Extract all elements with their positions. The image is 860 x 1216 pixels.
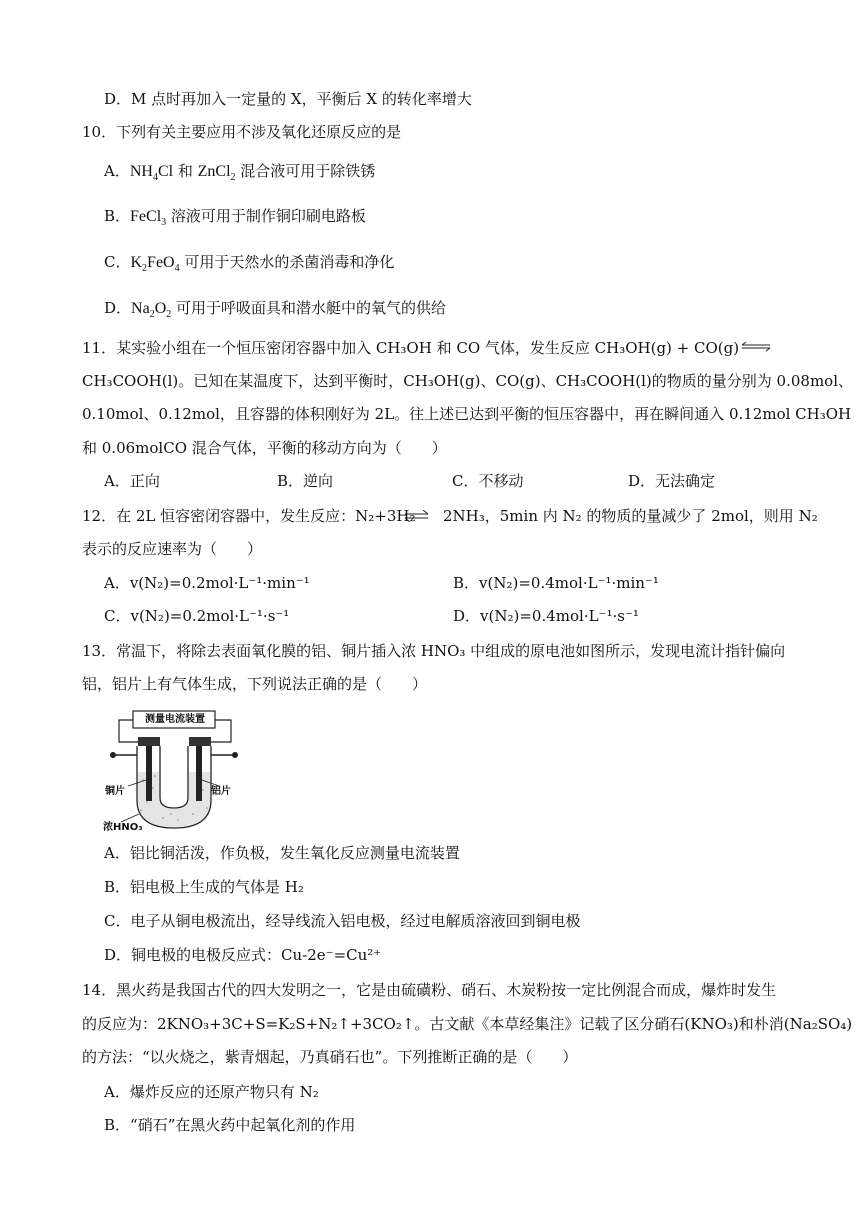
q9-option-d: D．M 点时再加入一定量的 X，平衡后 X 的转化率增大 (104, 90, 472, 108)
figure-label-copper: 铜片 (105, 786, 125, 797)
q10-option-a: A．$NH_4Cl$ 和 ZnCl$_2$ 混合液可用于除铁锈 (104, 162, 376, 184)
equilibrium-arrow-icon (404, 510, 430, 522)
q13-line-1: 13．常温下，将除去表面氧化膜的铝、铜片插入浓 HNO₃ 中组成的原电池如图所示，发现电流计指针偏向 (82, 642, 786, 660)
q14-option-a: A．爆炸反应的还原产物只有 N₂ (104, 1083, 319, 1101)
q11-line-4: 和 0.06molCO 混合气体，平衡的移动方向为（ ） (82, 439, 447, 457)
q12-option-b: B．v(N₂)=0.4mol·L⁻¹·min⁻¹ (453, 574, 659, 592)
q10-option-c: C．$K_2FeO_4$ 可用于天然水的杀菌消毒和净化 (104, 253, 395, 275)
q11-line-1: 11．某实验小组在一个恒压密闭容器中加入 CH₃OH 和 CO 气体，发生反应 CH₃OH(g) + CO(g) (82, 339, 740, 357)
q12-option-d: D．v(N₂)=0.4mol·L⁻¹·s⁻¹ (453, 607, 639, 625)
reversible-arrow-icon (740, 342, 772, 352)
q10-stem: 10．下列有关主要应用不涉及氧化还原反应的是 (82, 123, 402, 141)
q12-line-1b: 2NH₃，5min 内 N₂ 的物质的量减少了 2mol，则用 N₂ (443, 507, 818, 525)
q12-line-2: 表示的反应速率为（ ） (82, 540, 263, 558)
q13-option-c: C．电子从铜电极流出，经导线流入铝电极，经过电解质溶液回到铜电极 (104, 912, 581, 930)
q13-option-b: B．铝电极上生成的气体是 H₂ (104, 878, 304, 896)
q14-line-2: 的反应为：2KNO₃+3C+S=K₂S+N₂↑+3CO₂↑。古文献《本草经集注》记载了区分硝石(KNO₃)和朴消(Na₂SO₄) (82, 1015, 853, 1033)
u-tube-diagram (103, 710, 248, 835)
q12-option-c: C．v(N₂)=0.2mol·L⁻¹·s⁻¹ (104, 607, 290, 625)
q13-option-a: A．铝比铜活泼，作负极，发生氧化反应测量电流装置 (104, 844, 460, 862)
q13-line-2: 铝，铝片上有气体生成，下列说法正确的是（ ） (82, 675, 428, 693)
q14-line-3: 的方法：“以火烧之，紫青烟起，乃真硝石也”。下列推断正确的是（ ） (82, 1048, 578, 1066)
q11-option-a: A．正向 (104, 472, 160, 490)
q11-option-d: D．无法确定 (628, 472, 716, 490)
galvanic-cell-figure (103, 710, 248, 835)
q13-option-d: D．铜电极的电极反应式：Cu-2e⁻=Cu²⁺ (104, 946, 382, 964)
q14-line-1: 14．黑火药是我国古代的四大发明之一，它是由硫磺粉、硝石、木炭粉按一定比例混合而成，爆炸时发生 (82, 981, 777, 999)
q11-option-c: C．不移动 (452, 472, 524, 490)
q12-option-a: A．v(N₂)=0.2mol·L⁻¹·min⁻¹ (104, 574, 310, 592)
q11-line-2: CH₃COOH(l)。已知在某温度下，达到平衡时，CH₃OH(g)、CO(g)、CH₃COOH(l)的物质的量分别为 0.08mol、 (82, 372, 854, 390)
q10-option-d: D．$Na_2O_2$ 可用于呼吸面具和潜水艇中的氧气的供给 (104, 299, 447, 321)
q11-option-b: B．逆向 (277, 472, 334, 490)
q11-line-3: 0.10mol、0.12mol，且容器的体积刚好为 2L。往上述已达到平衡的恒压容器中，再在瞬间通入 0.12mol CH₃OH (82, 405, 852, 423)
q14-option-b: B．“硝石”在黑火药中起氧化剂的作用 (104, 1116, 356, 1134)
figure-label-acid: 浓HNO₃ (103, 822, 143, 833)
figure-box-label: 测量电流装置 (145, 714, 205, 725)
q12-line-1a: 12．在 2L 恒容密闭容器中，发生反应：N₂+3H₂ (82, 507, 416, 525)
figure-label-aluminum: 铝片 (211, 786, 231, 797)
q10-option-b: B．FeCl$_3$ 溶液可用于制作铜印刷电路板 (104, 207, 366, 229)
